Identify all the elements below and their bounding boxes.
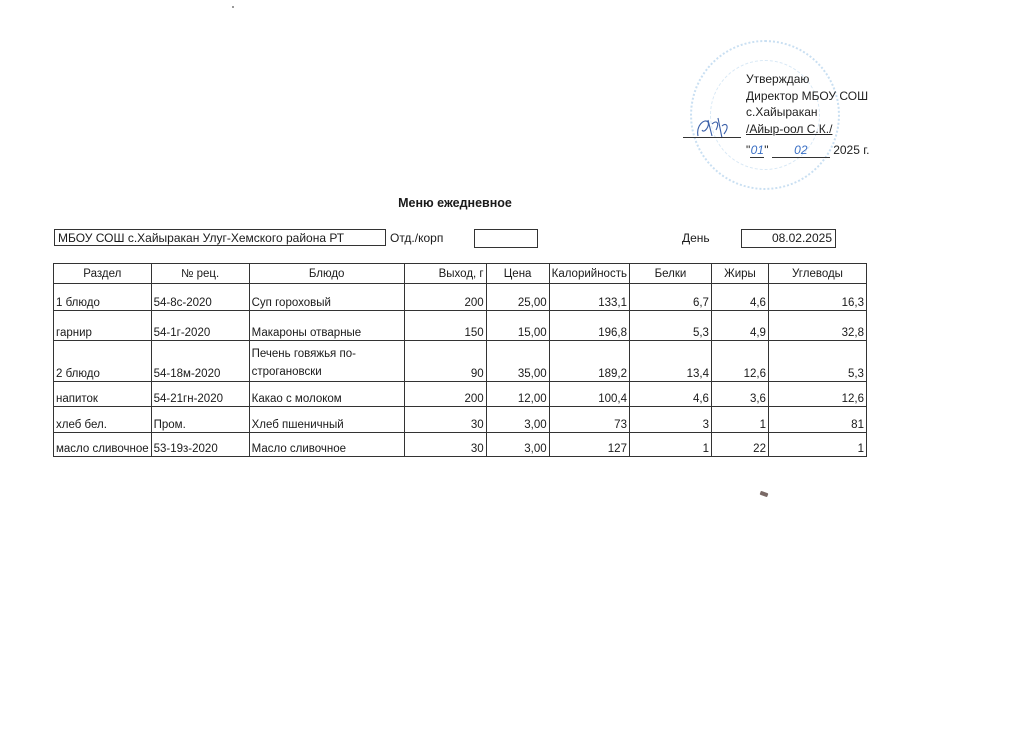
cell-recipe: Пром. xyxy=(151,407,249,433)
cell-dish: Хлеб пшеничный xyxy=(249,407,404,433)
cell-price: 15,00 xyxy=(486,311,549,341)
cell-weight: 200 xyxy=(404,284,486,311)
cell-section: 2 блюдо xyxy=(54,341,152,382)
cell-section: напиток xyxy=(54,382,152,407)
approval-date: "01" 02 2025 г. xyxy=(746,143,870,157)
cell-weight: 30 xyxy=(404,433,486,457)
cell-calories: 127 xyxy=(549,433,629,457)
cell-recipe: 54-8с-2020 xyxy=(151,284,249,311)
approval-line: с.Хайыракан xyxy=(746,105,818,119)
cell-recipe: 54-18м-2020 xyxy=(151,341,249,382)
cell-carbs: 5,3 xyxy=(768,341,866,382)
cell-protein: 5,3 xyxy=(629,311,711,341)
approval-date-month: 02 xyxy=(772,143,830,158)
cell-recipe: 54-1г-2020 xyxy=(151,311,249,341)
cell-protein: 3 xyxy=(629,407,711,433)
table-row xyxy=(54,382,867,407)
cell-recipe: 53-19з-2020 xyxy=(151,433,249,457)
cell-protein: 1 xyxy=(629,433,711,457)
column-header: Цена xyxy=(486,264,549,284)
menu-table xyxy=(53,263,867,457)
department-field xyxy=(474,229,538,248)
cell-price: 25,00 xyxy=(486,284,549,311)
approval-date-day: 01 xyxy=(750,143,764,157)
cell-carbs: 81 xyxy=(768,407,866,433)
cell-price: 3,00 xyxy=(486,407,549,433)
cell-price: 12,00 xyxy=(486,382,549,407)
cell-protein: 13,4 xyxy=(629,341,711,382)
cell-price: 35,00 xyxy=(486,341,549,382)
column-header: Калорийность xyxy=(549,264,629,284)
column-header: Выход, г xyxy=(404,264,486,284)
cell-carbs: 1 xyxy=(768,433,866,457)
cell-fat: 3,6 xyxy=(711,382,768,407)
cell-calories: 189,2 xyxy=(549,341,629,382)
table-row xyxy=(54,284,867,311)
cell-fat: 4,9 xyxy=(711,311,768,341)
cell-dish: Макароны отварные xyxy=(249,311,404,341)
cell-price: 3,00 xyxy=(486,433,549,457)
cell-section: масло сливочное xyxy=(54,433,152,457)
cell-section: хлеб бел. xyxy=(54,407,152,433)
table-row xyxy=(54,311,867,341)
column-header: Блюдо xyxy=(249,264,404,284)
cell-calories: 196,8 xyxy=(549,311,629,341)
scan-artifact xyxy=(760,491,769,497)
table-row xyxy=(54,341,867,382)
scan-artifact xyxy=(232,6,234,8)
approval-block xyxy=(746,71,868,137)
organization-field: МБОУ СОШ с.Хайыракан Улуг-Хемского района РТ xyxy=(54,229,386,246)
cell-section: 1 блюдо xyxy=(54,284,152,311)
table-header-row xyxy=(54,264,867,284)
approver-name: /Айыр-оол С.К./ xyxy=(746,121,833,136)
cell-calories: 100,4 xyxy=(549,382,629,407)
signature-line xyxy=(683,137,741,138)
cell-weight: 30 xyxy=(404,407,486,433)
table-row xyxy=(54,433,867,457)
cell-weight: 150 xyxy=(404,311,486,341)
cell-dish: Печень говяжья по-строгановски xyxy=(249,341,404,382)
column-header: Углеводы xyxy=(768,264,866,284)
column-header: Раздел xyxy=(54,264,152,284)
department-label: Отд./корп xyxy=(390,231,444,245)
day-label: День xyxy=(682,231,710,245)
table-row xyxy=(54,407,867,433)
cell-weight: 200 xyxy=(404,382,486,407)
cell-fat: 1 xyxy=(711,407,768,433)
column-header: Жиры xyxy=(711,264,768,284)
cell-fat: 12,6 xyxy=(711,341,768,382)
page-title: Меню ежедневное xyxy=(398,196,512,210)
day-field: 08.02.2025 xyxy=(741,229,836,248)
column-header: № рец. xyxy=(151,264,249,284)
cell-carbs: 16,3 xyxy=(768,284,866,311)
cell-protein: 4,6 xyxy=(629,382,711,407)
cell-calories: 73 xyxy=(549,407,629,433)
cell-fat: 4,6 xyxy=(711,284,768,311)
cell-dish: Масло сливочное xyxy=(249,433,404,457)
cell-dish: Суп гороховый xyxy=(249,284,404,311)
cell-section: гарнир xyxy=(54,311,152,341)
column-header: Белки xyxy=(629,264,711,284)
cell-calories: 133,1 xyxy=(549,284,629,311)
approval-date-year: 2025 г. xyxy=(833,143,870,157)
cell-dish: Какао с молоком xyxy=(249,382,404,407)
approval-line: Директор МБОУ СОШ xyxy=(746,88,869,103)
cell-fat: 22 xyxy=(711,433,768,457)
approval-line: Утверждаю xyxy=(746,72,810,86)
cell-weight: 90 xyxy=(404,341,486,382)
cell-recipe: 54-21гн-2020 xyxy=(151,382,249,407)
cell-carbs: 32,8 xyxy=(768,311,866,341)
cell-protein: 6,7 xyxy=(629,284,711,311)
cell-carbs: 12,6 xyxy=(768,382,866,407)
